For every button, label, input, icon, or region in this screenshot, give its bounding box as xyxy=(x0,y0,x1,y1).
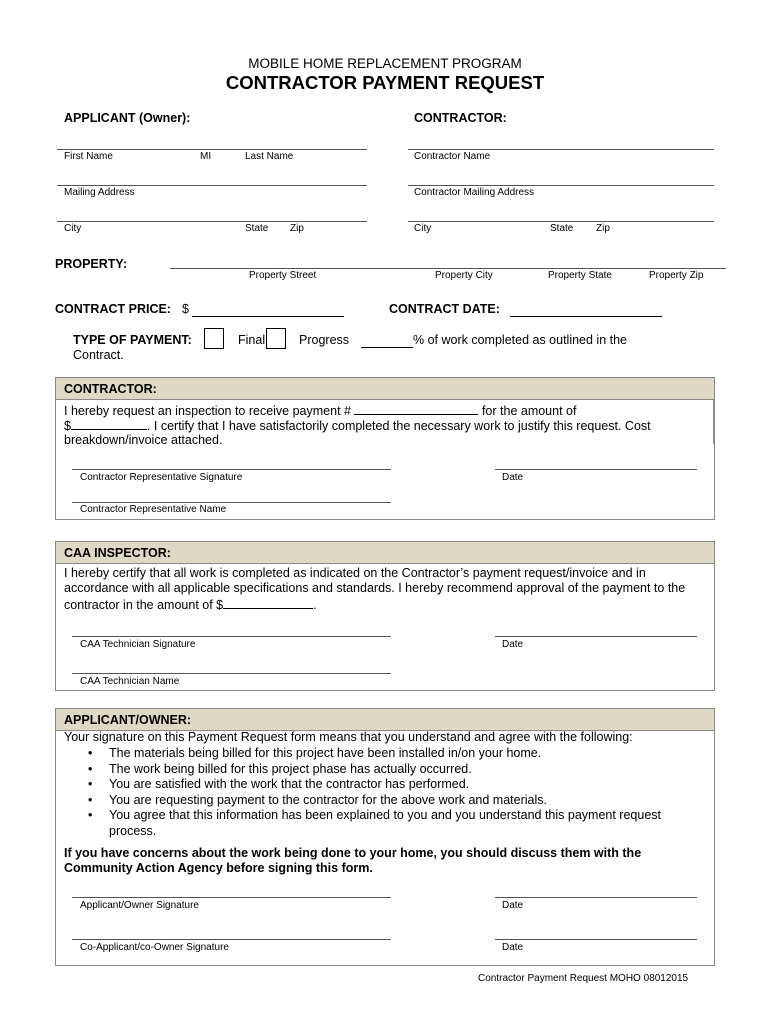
form-title: CONTRACTOR PAYMENT REQUEST xyxy=(225,72,545,93)
progress-label: Progress xyxy=(299,333,350,347)
caa-text-line2: accordance with all applicable specifications and standards. I hereby recommend approval of the payment to the xyxy=(64,581,686,595)
list-item: • The materials being billed for this project have been installed in/on your home. xyxy=(64,746,684,762)
owner-date-line[interactable] xyxy=(495,897,697,898)
form-id-footer: Contractor Payment Request MOHO 08012015 xyxy=(478,973,689,984)
caa-signature-label: CAA Technician Signature xyxy=(80,639,196,650)
applicant-address-line[interactable] xyxy=(57,185,367,186)
co-owner-date-label: Date xyxy=(502,942,524,953)
contract-date-line[interactable] xyxy=(510,316,662,317)
applicant-state-label: State xyxy=(245,223,269,234)
last-name-label: Last Name xyxy=(245,151,294,162)
progress-percent-line[interactable] xyxy=(361,347,413,348)
list-item: • You are satisfied with the work that the contractor has performed. xyxy=(64,777,684,793)
caa-date-label: Date xyxy=(502,639,524,650)
first-name-label: First Name xyxy=(64,151,113,162)
caa-text-3b: . xyxy=(313,598,317,612)
final-checkbox[interactable] xyxy=(204,328,224,349)
contractor-address-line[interactable] xyxy=(408,185,714,186)
property-street-label: Property Street xyxy=(249,270,317,281)
contractor-text-line3: breakdown/invoice attached. xyxy=(64,433,223,447)
applicant-heading: APPLICANT (Owner): xyxy=(64,111,191,125)
caa-text-3a: contractor in the amount of $ xyxy=(64,598,224,612)
co-owner-date-line[interactable] xyxy=(495,939,697,940)
contractor-signature-line[interactable] xyxy=(72,469,391,470)
contract-price-dollar: $ xyxy=(182,302,189,316)
contractor-text-1b: for the amount of xyxy=(481,404,577,418)
applicant-city-label: City xyxy=(64,223,82,234)
owner-signature-label: Applicant/Owner Signature xyxy=(80,900,199,911)
co-owner-signature-label: Co-Applicant/co-Owner Signature xyxy=(80,942,229,953)
contractor-city-line[interactable] xyxy=(408,221,714,222)
contractor-city-label: City xyxy=(414,223,432,234)
contract-word: Contract. xyxy=(73,348,124,362)
property-zip-label: Property Zip xyxy=(649,270,704,281)
contractor-section-heading: CONTRACTOR: xyxy=(56,378,714,400)
caa-section xyxy=(55,541,715,691)
contractor-name-label: Contractor Name xyxy=(414,151,491,162)
contractor-rep-name-label: Contractor Representative Name xyxy=(80,504,227,515)
caa-date-line[interactable] xyxy=(495,636,697,637)
contractor-section xyxy=(55,377,715,520)
contractor-text-2a: $ xyxy=(64,419,71,433)
list-item: • You are requesting payment to the contractor for the above work and materials. xyxy=(64,793,684,809)
contractor-section-divider xyxy=(713,399,714,444)
applicant-city-line[interactable] xyxy=(57,221,367,222)
owner-signature-line[interactable] xyxy=(72,897,391,898)
final-label: Final xyxy=(238,333,266,347)
owner-section-heading: APPLICANT/OWNER: xyxy=(56,709,714,731)
owner-date-label: Date xyxy=(502,900,524,911)
list-item: • The work being billed for this project phase has actually occurred. xyxy=(64,762,684,778)
program-title: MOBILE HOME REPLACEMENT PROGRAM xyxy=(248,56,522,71)
contract-price-label: CONTRACT PRICE: xyxy=(55,302,171,316)
property-heading: PROPERTY: xyxy=(55,257,127,271)
mailing-address-label: Mailing Address xyxy=(64,187,135,198)
mi-label: MI xyxy=(200,151,212,162)
caa-name-label: CAA Technician Name xyxy=(80,676,180,687)
owner-concern-line2: Community Action Agency before signing this form. xyxy=(64,861,373,875)
payment-number-blank[interactable] xyxy=(354,403,478,415)
co-owner-signature-line[interactable] xyxy=(72,939,391,940)
contractor-name-sign-line[interactable] xyxy=(72,502,391,503)
owner-intro: Your signature on this Payment Request form means that you understand and agree with the following: xyxy=(64,730,633,744)
contractor-info-heading: CONTRACTOR: xyxy=(414,111,507,125)
contractor-mailing-address-label: Contractor Mailing Address xyxy=(414,187,535,198)
caa-signature-line[interactable] xyxy=(72,636,391,637)
caa-text-line1: I hereby certify that all work is completed as indicated on the Contractor’s payment request/invoice and in xyxy=(64,566,646,580)
property-state-label: Property State xyxy=(548,270,612,281)
caa-section-heading: CAA INSPECTOR: xyxy=(56,542,714,564)
property-line[interactable] xyxy=(170,268,726,269)
contractor-text-2b: . I certify that I have satisfactorily completed the necessary work to justify this request. Cost xyxy=(146,419,651,433)
list-item: • You agree that this information has been explained to you and you understand this payment request process. xyxy=(64,808,689,839)
caa-text-line3 xyxy=(64,597,317,614)
contractor-date-line[interactable] xyxy=(495,469,697,470)
progress-checkbox[interactable] xyxy=(266,328,286,349)
contractor-date-label: Date xyxy=(502,472,524,483)
caa-name-line[interactable] xyxy=(72,673,391,674)
contract-price-line[interactable] xyxy=(192,316,344,317)
property-city-label: Property City xyxy=(435,270,493,281)
applicant-zip-label: Zip xyxy=(290,223,304,234)
contractor-zip-label: Zip xyxy=(596,223,610,234)
contractor-name-line[interactable] xyxy=(408,149,714,150)
payment-type-label: TYPE OF PAYMENT: xyxy=(73,333,192,347)
caa-amount-blank[interactable] xyxy=(223,597,313,609)
contract-date-label: CONTRACT DATE: xyxy=(389,302,500,316)
amount-blank[interactable] xyxy=(71,418,147,430)
percent-text: % of work completed as outlined in the xyxy=(413,333,628,347)
owner-bullet-list xyxy=(64,746,684,839)
contractor-signature-label: Contractor Representative Signature xyxy=(80,472,243,483)
applicant-name-line[interactable] xyxy=(57,149,367,150)
owner-concern-line1: If you have concerns about the work being done to your home, you should discuss them with the xyxy=(64,846,642,860)
contractor-text-1a: I hereby request an inspection to receive payment # xyxy=(64,404,351,418)
contractor-state-label: State xyxy=(550,223,574,234)
